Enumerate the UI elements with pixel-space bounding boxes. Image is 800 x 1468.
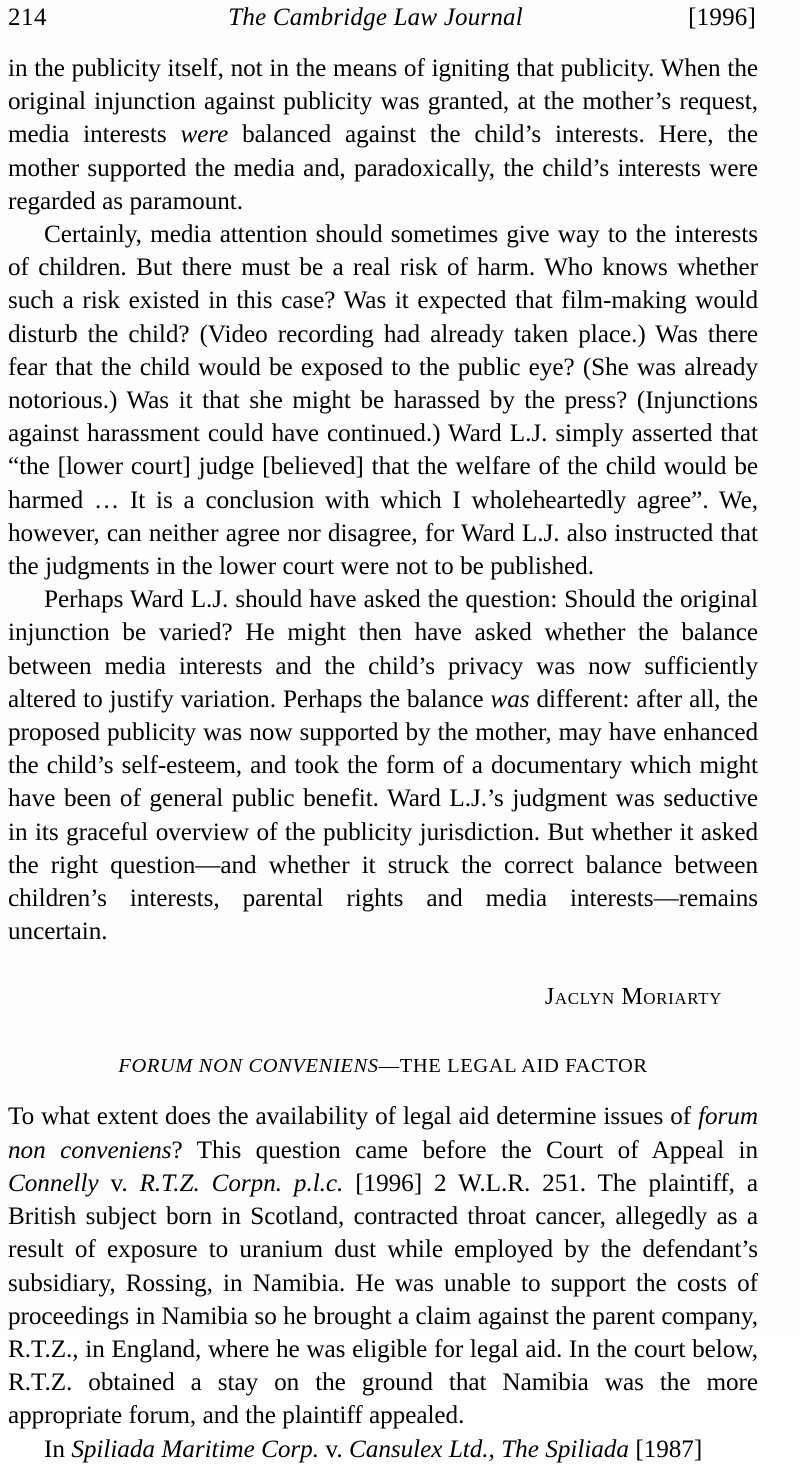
page-bottom-spacer [8, 1466, 758, 1468]
paragraph-perhaps [8, 583, 758, 948]
paragraph-text-part: [1987] [628, 1435, 703, 1463]
paragraph-text-part: ? This question came before the Court of Appeal in [171, 1136, 758, 1164]
section-heading [8, 1054, 758, 1078]
author-last-rest: oriarty [643, 984, 722, 1011]
paragraph-text-part: In [44, 1435, 72, 1463]
case-versus: v. [98, 1169, 140, 1197]
text-column [8, 52, 758, 1468]
author-first-initial: J [544, 984, 555, 1011]
paragraph-continuation [8, 52, 758, 218]
case-name-cansulex: Cansulex Ltd., The Spiliada [349, 1435, 629, 1463]
section-heading-latin: FORUM NON CONVENIENS [118, 1055, 379, 1078]
author-first-name [545, 984, 615, 1010]
paragraph-text-part: different: after all, the proposed publicity was now supported by the mother, may have enhanced the child’s self-esteem, and took the form of a documentary which might have been of general public benefit. Ward L.J.’s judgment was seductive in its graceful overview of the publicity jurisdiction. But whether it asked the right question—and whether it struck the correct balance between children’s interests, parental rights and media interests—remains uncertain. [8, 685, 759, 946]
emphasis-was: was [490, 685, 530, 713]
author-last-name [621, 984, 722, 1010]
paragraph-text-part: To what extent does the availability of legal aid determine issues of [8, 1103, 699, 1131]
case-versus: v. [318, 1435, 350, 1463]
author-last-initial: M [621, 984, 644, 1011]
paragraph-text-part: Perhaps Ward L.J. should have asked the question: Should the original injunction be varied? He might then have asked whether the balance between media interests and the child’s privacy was now sufficiently altered to justify variation. Perhaps the balance [8, 586, 758, 713]
emphasis-were: were [180, 121, 229, 149]
running-head [8, 2, 756, 36]
paragraph-spiliada [8, 1433, 758, 1466]
paragraph-text-part: [1996] 2 W.L.R. 251. The plaintiff, a British subject born in Scotland, contracted throat cancer, allegedly as a result of exposure to uranium dust while employed by the defendant’s subsidiary, Rossing, in Namibia. He was unable to support the costs of proceedings in Namibia so he brought a claim against the parent company, R.T.Z., in England, where he was eligible for legal aid. In the court below, R.T.Z. obtained a stay on the ground that Namibia was the more appropriate forum, and the plaintiff appealed. [8, 1169, 758, 1430]
case-name-connelly: Connelly [8, 1169, 99, 1197]
volume-year: [1996] [688, 4, 756, 31]
author-signature [8, 982, 758, 1012]
citation-forum-non-conveniens: forum non conveniens [8, 1103, 758, 1164]
case-name-spiliada: Spiliada Maritime Corp. [71, 1435, 319, 1463]
journal-title: The Cambridge Law Journal [228, 4, 523, 31]
case-name-rtz: R.T.Z. Corpn. p.l.c. [139, 1169, 344, 1197]
paragraph-certainly: Certainly, media attention should sometimes give way to the interests of children. But there must be a real risk of harm. Who knows whether such a risk existed in this case? Was it expected that film-making would disturb the child? (Video recording had already taken place.) Was there fear that the child would be exposed to the public eye? (She was already notorious.) Was it that she might be harassed by the press? (Injunctions against harassment could have continued.) Ward L.J. simply asserted that “the [lower court] judge [believed] that the welfare of the child would be harmed … It is a conclusion with which I wholeheartedly agree”. We, however, can neither agree nor disagree, for Ward L.J. also instructed that the judgments in the lower court were not to be published. [8, 221, 758, 581]
paragraph-text-part: in the publicity itself, not in the means of igniting that publicity. When the original injunction against publicity was granted, at the mother’s request, media interests [8, 55, 758, 149]
paragraph-text-part: balanced against the child’s interests. Here, the mother supported the media and, paradoxically, the child’s interests were regarded as paramount. [8, 121, 758, 215]
page-number: 214 [8, 4, 47, 31]
section-heading-roman: —THE LEGAL AID FACTOR [378, 1055, 648, 1078]
paragraph-article-opening [8, 1100, 758, 1432]
author-first-rest: aclyn [554, 984, 615, 1011]
